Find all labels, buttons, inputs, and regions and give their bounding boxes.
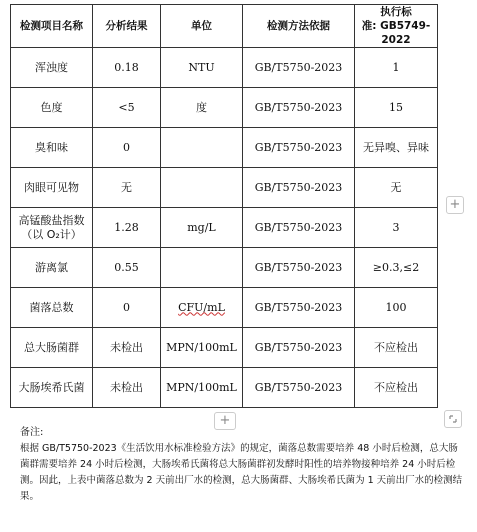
header-method: 检测方法依据 [243, 5, 355, 48]
cell-result[interactable]: 未检出 [93, 328, 161, 368]
cell-result[interactable]: 未检出 [93, 368, 161, 408]
cell-unit[interactable]: mg/L [161, 208, 243, 248]
header-result: 分析结果 [93, 5, 161, 48]
header-item: 检测项目名称 [11, 5, 93, 48]
cell-standard[interactable]: 不应检出 [355, 368, 438, 408]
cell-result[interactable]: 1.28 [93, 208, 161, 248]
plus-icon: + [449, 197, 461, 212]
cell-item[interactable]: 臭和味 [11, 128, 93, 168]
remarks [20, 425, 465, 505]
cell-standard[interactable]: 100 [355, 288, 438, 328]
cell-item[interactable]: 总大肠菌群 [11, 328, 93, 368]
cell-standard[interactable]: 15 [355, 88, 438, 128]
cell-method[interactable]: GB/T5750-2023 [243, 168, 355, 208]
cell-standard[interactable]: 3 [355, 208, 438, 248]
cell-result[interactable]: <5 [93, 88, 161, 128]
cell-item[interactable]: 肉眼可见物 [11, 168, 93, 208]
cell-method[interactable]: GB/T5750-2023 [243, 208, 355, 248]
cell-unit[interactable]: MPN/100mL [161, 368, 243, 408]
cell-item[interactable]: 菌落总数 [11, 288, 93, 328]
cell-result[interactable]: 0 [93, 288, 161, 328]
cell-item-line1: 高锰酸盐指数 [18, 213, 85, 227]
table-row [11, 208, 438, 248]
cell-result[interactable]: 0.18 [93, 48, 161, 88]
cell-method[interactable]: GB/T5750-2023 [243, 288, 355, 328]
cell-unit[interactable]: NTU [161, 48, 243, 88]
header-standard-line1: 执行标 [380, 6, 412, 18]
cell-standard[interactable]: 无异嗅、异味 [355, 128, 438, 168]
cell-standard[interactable]: 1 [355, 48, 438, 88]
cell-item-line2: （以 O₂计） [21, 227, 82, 241]
plus-icon: + [219, 413, 231, 428]
cell-method[interactable]: GB/T5750-2023 [243, 128, 355, 168]
cell-method[interactable]: GB/T5750-2023 [243, 48, 355, 88]
cell-method[interactable]: GB/T5750-2023 [243, 368, 355, 408]
table-row [11, 368, 438, 408]
table-row [11, 88, 438, 128]
header-standard [355, 5, 438, 48]
table-row [11, 328, 438, 368]
cell-unit[interactable]: 度 [161, 88, 243, 128]
cell-standard[interactable]: ≥0.3,≤2 [355, 248, 438, 288]
cell-unit[interactable] [161, 288, 243, 328]
cell-unit[interactable]: MPN/100mL [161, 328, 243, 368]
cell-result[interactable]: 0 [93, 128, 161, 168]
cell-item[interactable]: 游离氯 [11, 248, 93, 288]
cell-unit[interactable] [161, 248, 243, 288]
table-header-row [11, 5, 438, 48]
table-row [11, 128, 438, 168]
remarks-body: 根据 GB/T5750-2023《生活饮用水标准检验方法》的规定，菌落总数需要培养 48 小时后检测，总大肠菌群需要培养 24 小时后检测，大肠埃希氏菌将总大肠菌群初发酵时阳性的培养物接种培养 24 小时后检测。因此，上表中菌落总数为 2 天前出厂水的检测，总大肠菌群、大肠埃希氏菌为 1 天前出厂水的检测结果。 [20, 443, 463, 502]
cell-unit[interactable] [161, 128, 243, 168]
cell-standard[interactable]: 无 [355, 168, 438, 208]
table-row [11, 288, 438, 328]
cell-result[interactable]: 0.55 [93, 248, 161, 288]
table-row [11, 168, 438, 208]
cell-method[interactable]: GB/T5750-2023 [243, 328, 355, 368]
remarks-title: 备注: [20, 427, 44, 438]
cell-item[interactable] [11, 208, 93, 248]
cell-item[interactable]: 浑浊度 [11, 48, 93, 88]
cell-item[interactable]: 色度 [11, 88, 93, 128]
table-row [11, 48, 438, 88]
cell-method[interactable]: GB/T5750-2023 [243, 248, 355, 288]
cell-result[interactable]: 无 [93, 168, 161, 208]
cell-method[interactable]: GB/T5750-2023 [243, 88, 355, 128]
header-unit: 单位 [161, 5, 243, 48]
cell-item[interactable]: 大肠埃希氏菌 [11, 368, 93, 408]
header-standard-line2: 准: GB5749-2022 [361, 20, 431, 46]
results-table [10, 4, 438, 408]
table-row [11, 248, 438, 288]
cell-standard[interactable]: 不应检出 [355, 328, 438, 368]
resize-icon [447, 413, 459, 425]
add-column-button[interactable] [446, 196, 464, 214]
cell-unit-text: CFU/mL [178, 300, 225, 314]
cell-unit[interactable] [161, 168, 243, 208]
